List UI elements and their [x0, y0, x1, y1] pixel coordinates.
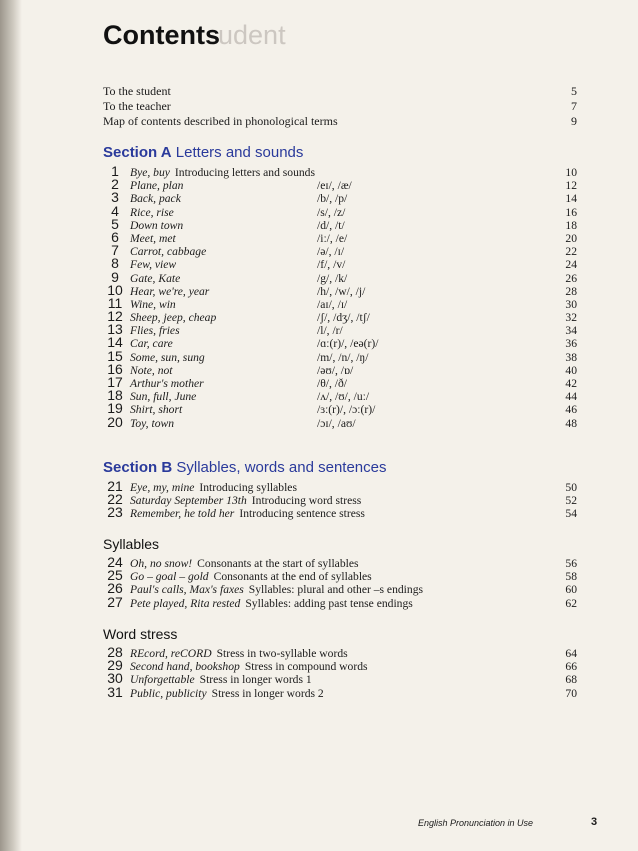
unit-title: Note, not — [130, 363, 173, 377]
unit-page: 60 — [565, 583, 577, 597]
unit-page: 18 — [565, 218, 577, 232]
unit-phonemes: /ʌ/, /ʊ/, /uː/ — [317, 390, 370, 404]
unit-title: Down town — [130, 218, 184, 232]
unit-number: 24 — [107, 554, 123, 570]
unit-page: 44 — [565, 390, 577, 404]
unit-row — [100, 257, 577, 270]
unit-number: 7 — [111, 242, 119, 259]
unit-row — [100, 389, 577, 402]
unit-number: 8 — [111, 255, 119, 272]
section-b-list — [100, 480, 577, 520]
unit-number: 11 — [107, 294, 123, 311]
unit-row — [100, 281, 577, 298]
unit-title: Pete played, Rita rested — [130, 596, 241, 610]
unit-row — [100, 659, 577, 672]
unit-row — [100, 191, 577, 204]
unit-entry — [130, 166, 577, 179]
unit-page: 70 — [565, 686, 577, 700]
unit-entry — [130, 507, 577, 520]
unit-title: Sheep, jeep, cheap — [130, 311, 217, 325]
unit-row — [100, 165, 577, 178]
unit-entry — [130, 481, 577, 494]
front-matter-item — [103, 114, 577, 129]
unit-number: 30 — [107, 670, 123, 687]
unit-row — [100, 360, 577, 377]
unit-row — [100, 228, 577, 245]
unit-row — [100, 569, 577, 582]
unit-title: Rice, rise — [130, 205, 174, 219]
unit-phonemes: /m/, /n/, /ŋ/ — [317, 350, 369, 364]
unit-description: Consonants at the end of syllables — [213, 570, 372, 584]
section-a-prefix: Section A — [103, 144, 172, 161]
unit-phonemes: /ɔɪ/, /aʊ/ — [317, 416, 356, 430]
unit-page: 12 — [565, 179, 577, 193]
footer-book-title: English Pronunciation in Use — [418, 818, 534, 828]
unit-title: Second hand, bookshop — [130, 660, 240, 674]
unit-page: 30 — [565, 297, 577, 311]
unit-row — [100, 178, 577, 191]
unit-row — [100, 202, 577, 219]
unit-number: 23 — [107, 504, 123, 521]
unit-title: Wine, win — [130, 297, 176, 311]
unit-entry — [130, 687, 577, 700]
unit-page: 66 — [565, 660, 577, 674]
unit-description: Stress in longer words 1 — [199, 673, 312, 687]
unit-number: 6 — [111, 228, 119, 245]
word-stress-heading: Word stress — [103, 626, 178, 642]
unit-page: 10 — [565, 166, 577, 179]
unit-number: 18 — [107, 387, 123, 404]
unit-page: 32 — [565, 311, 577, 325]
unit-phonemes: /ʃ/, /dʒ/, /tʃ/ — [317, 311, 370, 325]
unit-page: 24 — [565, 258, 577, 272]
unit-description: Syllables: adding past tense endings — [245, 596, 413, 610]
unit-row — [100, 506, 577, 519]
front-matter-list — [103, 84, 577, 129]
unit-number: 9 — [111, 268, 119, 285]
unit-title: Meet, met — [130, 231, 176, 245]
footer-page-number: 3 — [591, 816, 598, 828]
unit-phonemes: /g/, /k/ — [317, 271, 348, 285]
unit-entry — [130, 583, 577, 596]
unit-phonemes: /ɑː(r)/, /eə(r)/ — [317, 337, 379, 351]
unit-number: 16 — [107, 360, 123, 377]
unit-page: 26 — [565, 271, 577, 285]
unit-entry — [130, 660, 577, 673]
unit-entry — [130, 272, 577, 285]
unit-row — [100, 402, 577, 415]
front-matter-page: 5 — [571, 84, 577, 98]
front-matter-page: 9 — [571, 114, 577, 128]
unit-title: Sun, full, June — [130, 390, 197, 404]
unit-title: Oh, no snow! — [130, 557, 193, 570]
unit-entry — [130, 245, 577, 258]
unit-description: Introducing sentence stress — [239, 507, 365, 521]
unit-phonemes: /iː/, /e/ — [317, 231, 348, 245]
front-matter-label: Map of contents described in phonological terms — [103, 114, 338, 128]
unit-description: Introducing word stress — [251, 494, 362, 508]
unit-description: Stress in two-syllable words — [216, 647, 348, 660]
unit-row — [100, 413, 577, 430]
unit-row — [100, 347, 577, 364]
unit-title: Arthur's mother — [130, 377, 204, 390]
unit-page: 22 — [565, 245, 577, 259]
front-matter-page: 7 — [571, 99, 577, 113]
unit-row — [100, 376, 577, 389]
unit-entry — [130, 364, 577, 377]
unit-page: 58 — [565, 570, 577, 584]
unit-number: 4 — [111, 202, 119, 219]
unit-entry — [130, 570, 577, 583]
unit-number: 25 — [107, 567, 123, 584]
unit-entry — [130, 192, 577, 205]
unit-page: 38 — [565, 350, 577, 364]
unit-row — [100, 323, 577, 336]
unit-number: 20 — [107, 413, 123, 430]
unit-title: Some, sun, sung — [130, 350, 205, 364]
unit-row — [100, 646, 577, 659]
unit-page: 16 — [565, 205, 577, 219]
unit-entry — [130, 597, 577, 610]
unit-description: Stress in longer words 2 — [211, 686, 324, 700]
unit-row — [100, 310, 577, 323]
unit-entry — [130, 390, 577, 403]
unit-entry — [130, 647, 577, 660]
unit-phonemes: /ə/, /ɪ/ — [317, 245, 345, 259]
unit-row — [100, 493, 577, 506]
unit-number: 27 — [107, 593, 123, 610]
unit-phonemes: /l/, /r/ — [317, 324, 343, 338]
section-a-heading — [103, 144, 303, 161]
unit-number: 29 — [107, 657, 123, 674]
unit-title: Bye, buy — [130, 166, 170, 179]
unit-phonemes: /aɪ/, /ɪ/ — [317, 297, 348, 311]
unit-entry — [130, 337, 577, 350]
word-stress-list — [100, 646, 577, 699]
unit-number: 26 — [107, 580, 123, 597]
unit-row — [100, 215, 577, 232]
unit-entry — [130, 258, 577, 271]
unit-number: 15 — [107, 347, 123, 364]
unit-number: 2 — [111, 176, 119, 193]
unit-row — [100, 582, 577, 595]
unit-title: REcord, reCORD — [130, 647, 212, 660]
unit-entry — [130, 673, 577, 686]
section-a-title: Letters and sounds — [175, 144, 304, 161]
unit-row — [100, 480, 577, 493]
unit-title: Unforgettable — [130, 673, 195, 687]
section-b-prefix: Section B — [103, 459, 173, 476]
unit-row — [100, 672, 577, 685]
unit-entry — [130, 179, 577, 192]
unit-page: 64 — [565, 647, 577, 660]
unit-number: 1 — [111, 163, 119, 179]
unit-number: 3 — [111, 189, 119, 206]
unit-phonemes: /ɜː(r)/, /ɔː(r)/ — [317, 403, 376, 417]
unit-entry — [130, 557, 577, 570]
unit-page: 28 — [565, 284, 577, 298]
unit-description: Consonants at the start of syllables — [197, 557, 359, 570]
unit-row — [100, 268, 577, 285]
unit-page: 40 — [565, 363, 577, 377]
unit-entry — [130, 377, 577, 390]
unit-title: Toy, town — [130, 416, 175, 430]
front-matter-item — [103, 84, 577, 99]
unit-title: Flies, fries — [130, 324, 180, 338]
unit-page: 20 — [565, 231, 577, 245]
page-title: Contents — [103, 20, 220, 50]
unit-row — [100, 593, 577, 610]
book-spine-shadow — [0, 0, 22, 851]
unit-page: 14 — [565, 192, 577, 206]
unit-phonemes: /eɪ/, /æ/ — [317, 179, 352, 193]
unit-row — [100, 336, 577, 349]
unit-title: Go – goal – gold — [130, 570, 209, 584]
unit-number: 10 — [107, 281, 123, 298]
unit-title: Back, pack — [130, 192, 181, 206]
unit-page: 46 — [565, 403, 577, 417]
unit-row — [100, 683, 577, 700]
unit-phonemes: /b/, /p/ — [317, 192, 348, 206]
unit-number: 19 — [107, 400, 123, 417]
unit-page: 68 — [565, 673, 577, 687]
unit-page: 48 — [565, 416, 577, 430]
unit-title: Plane, plan — [130, 179, 184, 193]
unit-title: Saturday September 13th — [130, 494, 247, 508]
unit-page: 56 — [565, 557, 577, 570]
unit-page: 54 — [565, 507, 577, 521]
unit-page: 50 — [565, 481, 577, 494]
section-b-heading — [103, 459, 386, 476]
unit-number: 17 — [107, 374, 123, 390]
unit-phonemes: /s/, /z/ — [317, 205, 346, 219]
unit-phonemes: /f/, /v/ — [317, 258, 346, 272]
unit-entry — [130, 403, 577, 416]
unit-entry — [130, 206, 577, 219]
unit-page: 42 — [565, 377, 577, 390]
unit-phonemes: /əʊ/, /ɒ/ — [317, 363, 354, 377]
syllables-list — [100, 556, 577, 609]
show-through-text: udent — [218, 20, 286, 50]
unit-number: 21 — [107, 478, 123, 494]
unit-entry — [130, 351, 577, 364]
unit-entry — [130, 494, 577, 507]
unit-number: 28 — [107, 644, 123, 660]
unit-phonemes: /d/, /t/ — [317, 218, 345, 232]
front-matter-label: To the teacher — [103, 99, 171, 113]
unit-title: Shirt, short — [130, 403, 183, 417]
unit-title: Eye, my, mine — [130, 481, 195, 494]
unit-description: Introducing syllables — [199, 481, 297, 494]
unit-number: 12 — [107, 308, 123, 325]
unit-entry — [130, 232, 577, 245]
unit-number: 5 — [111, 215, 119, 232]
section-b-title: Syllables, words and sentences — [176, 459, 387, 476]
unit-title: Remember, he told her — [130, 507, 235, 521]
unit-title: Few, view — [130, 258, 177, 272]
unit-description: Introducing letters and sounds — [174, 166, 315, 179]
unit-title: Public, publicity — [130, 686, 207, 700]
unit-page: 34 — [565, 324, 577, 338]
unit-description: Syllables: plural and other –s endings — [248, 583, 423, 597]
unit-number: 22 — [107, 491, 123, 508]
unit-row — [100, 556, 577, 569]
unit-page: 62 — [565, 596, 577, 610]
unit-number: 31 — [107, 683, 123, 700]
unit-entry — [130, 285, 577, 298]
unit-row — [100, 294, 577, 311]
unit-title: Paul's calls, Max's faxes — [130, 583, 244, 597]
unit-page: 52 — [565, 494, 577, 508]
unit-title: Car, care — [130, 337, 173, 351]
front-matter-label: To the student — [103, 84, 171, 98]
unit-title: Carrot, cabbage — [130, 245, 207, 259]
unit-phonemes: /θ/, /ð/ — [317, 377, 348, 390]
unit-title: Gate, Kate — [130, 271, 181, 285]
unit-number: 13 — [107, 321, 123, 338]
unit-page: 36 — [565, 337, 577, 351]
unit-entry — [130, 298, 577, 311]
unit-title: Hear, we're, year — [130, 284, 210, 298]
unit-entry — [130, 417, 577, 430]
unit-phonemes: /h/, /w/, /j/ — [317, 284, 366, 298]
unit-entry — [130, 219, 577, 232]
front-matter-item — [103, 99, 577, 114]
unit-number: 14 — [107, 334, 123, 351]
unit-entry — [130, 311, 577, 324]
section-a-list — [100, 165, 577, 429]
unit-entry — [130, 324, 577, 337]
unit-row — [100, 244, 577, 257]
syllables-heading: Syllables — [103, 536, 160, 552]
unit-description: Stress in compound words — [244, 660, 368, 674]
